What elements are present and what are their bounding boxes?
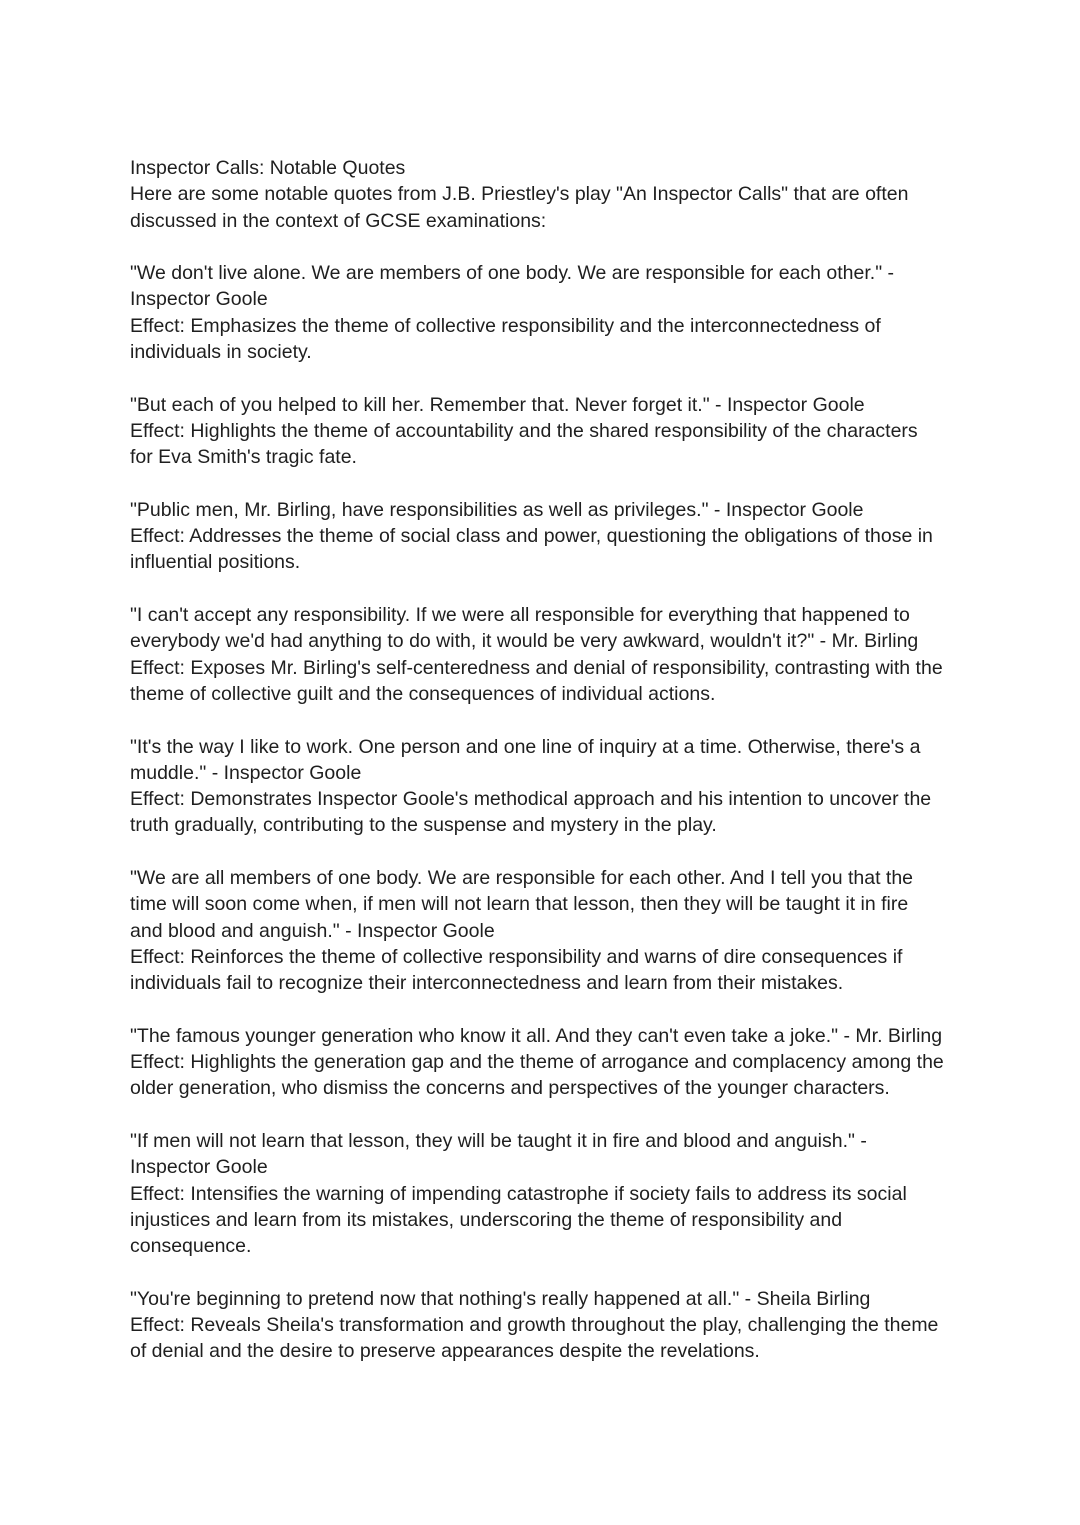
quote-text: "We are all members of one body. We are responsible for each other. And I tell you that the time will soon come when, if men will not learn that lesson, then they will be taught it in fire and blood and anguish." - Inspector Goole bbox=[130, 867, 919, 942]
quote-effect: Effect: Emphasizes the theme of collective responsibility and the interconnectedness of individuals in society. bbox=[130, 314, 887, 364]
quote-entry bbox=[130, 497, 945, 576]
quote-entry bbox=[130, 865, 945, 996]
quote-text: "Public men, Mr. Birling, have responsibilities as well as privileges." - Inspector Goole bbox=[130, 498, 864, 521]
quote-text: "You're beginning to pretend now that nothing's really happened at all." - Sheila Birling bbox=[130, 1287, 871, 1310]
quote-text: "If men will not learn that lesson, they will be taught it in fire and blood and anguish." - Inspector Goole bbox=[130, 1129, 873, 1179]
document-header bbox=[130, 155, 945, 234]
quote-entry bbox=[130, 392, 945, 471]
quote-text: "But each of you helped to kill her. Remember that. Never forget it." - Inspector Goole bbox=[130, 393, 865, 416]
quote-text: "It's the way I like to work. One person and one line of inquiry at a time. Otherwise, there's a muddle." - Inspector Goole bbox=[130, 735, 926, 784]
quote-effect: Effect: Reinforces the theme of collective responsibility and warns of dire consequences if individuals fail to recognize their interconnectedness and learn from their mistakes. bbox=[130, 945, 908, 995]
quote-text: "The famous younger generation who know it all. And they can't even take a joke." - Mr. Birling bbox=[130, 1024, 943, 1047]
quote-entry bbox=[130, 260, 945, 365]
quote-effect: Effect: Reveals Sheila's transformation and growth throughout the play, challenging the theme of denial and the desire to preserve appearances despite the revelations. bbox=[130, 1314, 944, 1363]
quote-effect: Effect: Highlights the theme of accountability and the shared responsibility of the characters for Eva Smith's tragic fate. bbox=[130, 419, 924, 469]
quote-effect: Effect: Exposes Mr. Birling's self-centeredness and denial of responsibility, contrasting with the theme of collective guilt and the consequences of individual actions. bbox=[130, 656, 949, 705]
quote-effect: Effect: Highlights the generation gap and the theme of arrogance and complacency among the older generation, who dismiss the concerns and perspectives of the younger characters. bbox=[130, 1051, 950, 1100]
quote-entry bbox=[130, 1286, 945, 1365]
quote-entry bbox=[130, 1128, 945, 1259]
quote-entry bbox=[130, 734, 945, 839]
quote-entry bbox=[130, 602, 949, 707]
quote-effect: Effect: Addresses the theme of social class and power, questioning the obligations of those in influential positions. bbox=[130, 525, 939, 574]
document-intro: Here are some notable quotes from J.B. Priestley's play "An Inspector Calls" that are often discussed in the context of GCSE examinations: bbox=[130, 183, 914, 232]
quote-effect: Effect: Intensifies the warning of impending catastrophe if society fails to address its social injustices and learn from its mistakes, underscoring the theme of responsibility and consequence. bbox=[130, 1182, 913, 1258]
quote-entry bbox=[130, 1023, 950, 1102]
quote-text: "We don't live alone. We are members of one body. We are responsible for each other." - Inspector Goole bbox=[130, 262, 900, 311]
quote-text: "I can't accept any responsibility. If we were all responsible for everything that happened to everybody we'd had anything to do with, it would be very awkward, wouldn't it?" - Mr. Birling bbox=[130, 604, 919, 653]
quote-effect: Effect: Demonstrates Inspector Goole's methodical approach and his intention to uncover the truth gradually, contributing to the suspense and mystery in the play. bbox=[130, 788, 937, 837]
document-page bbox=[130, 155, 950, 1391]
document-title: Inspector Calls: Notable Quotes bbox=[130, 157, 406, 179]
